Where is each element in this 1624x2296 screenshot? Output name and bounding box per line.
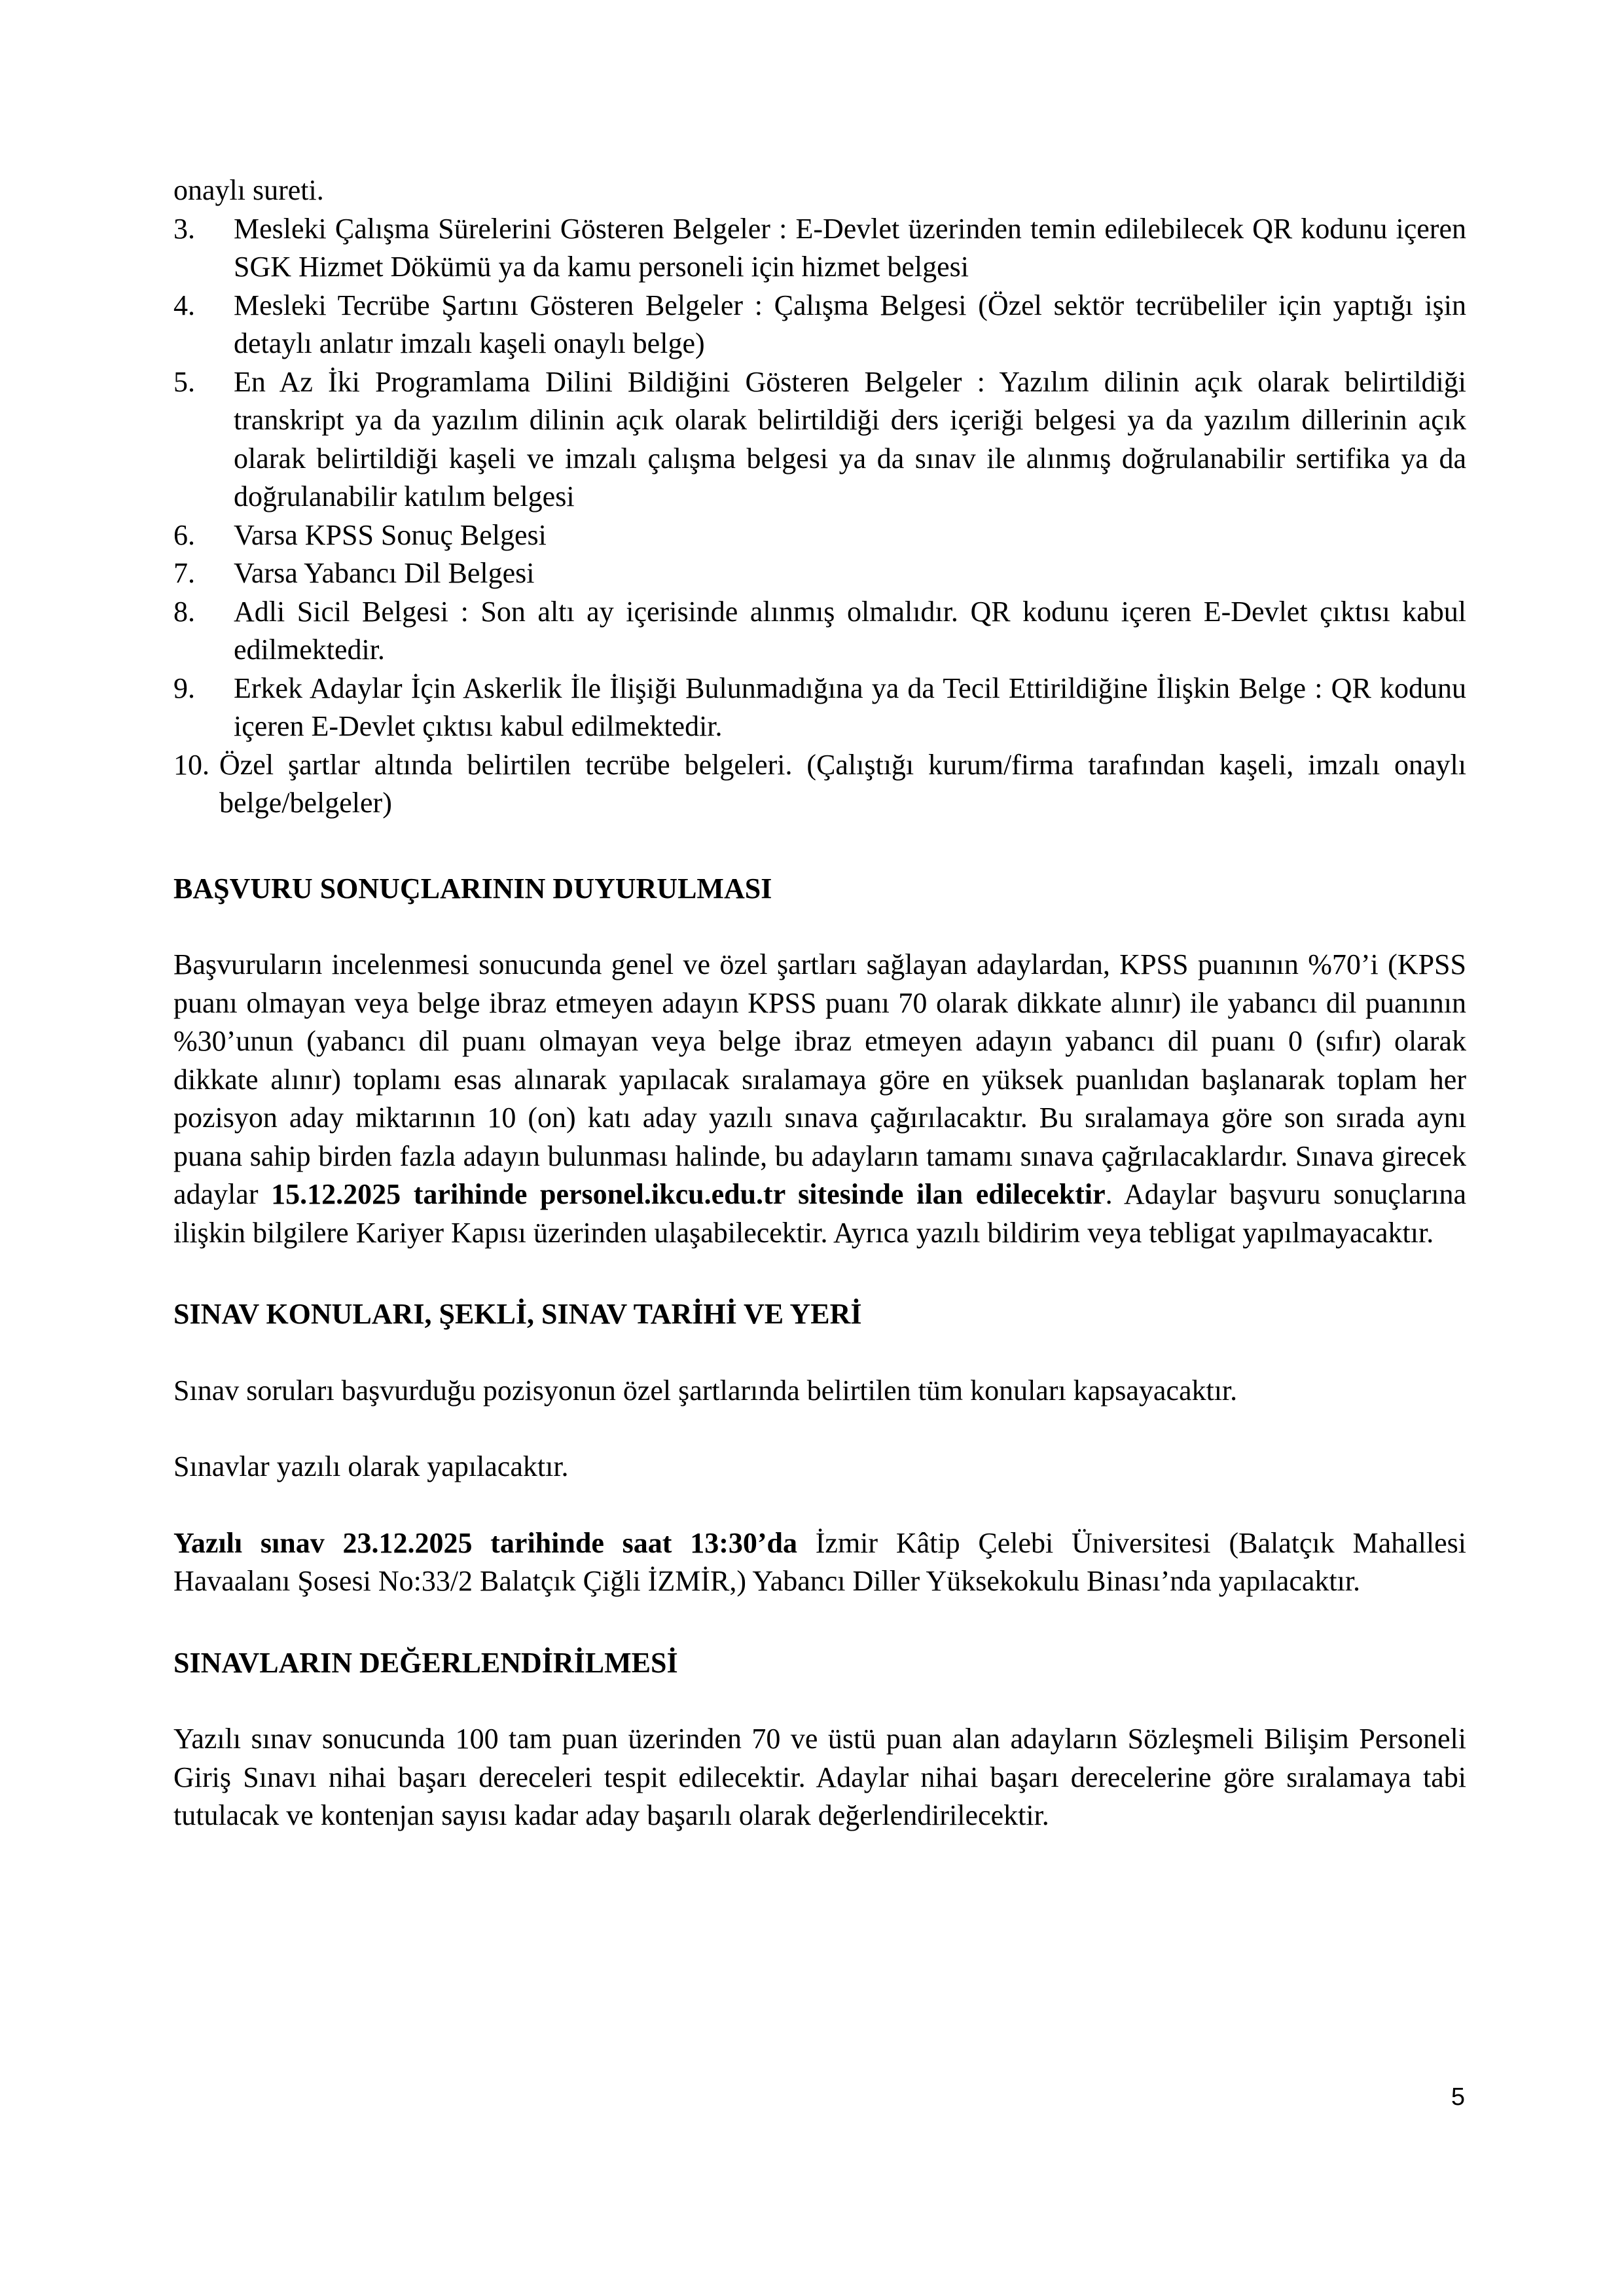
list-item-marker: 9. — [173, 672, 195, 704]
required-documents-list — [173, 210, 1466, 823]
spacer — [173, 1682, 1466, 1720]
sinavlarin-degerlendirilmesi-paragraph: Yazılı sınav sonucunda 100 tam puan üzerinden 70 ve üstü puan alan adayların Sözleşmeli Bilişim Personeli Giriş Sınavı nihai başarı dereceleri tespit edilecektir. Adaylar nihai başarı derecelerine göre sıralamaya tabi tutulacak ve kontenjan sayısı kadar aday başarılı olarak değerlendirilecektir. — [173, 1723, 1466, 1831]
sinav-tarihi-yeri-paragraph — [173, 1524, 1466, 1601]
spacer — [173, 823, 1466, 870]
spacer — [173, 1410, 1466, 1448]
list-item — [173, 210, 1466, 287]
list-item-marker: 5. — [173, 365, 195, 398]
section-heading-basvuru-sonuclarinin-duyurulmasi: BAŞVURU SONUÇLARININ DUYURULMASI — [173, 872, 772, 905]
list-item-marker: 3. — [173, 212, 195, 245]
spacer — [173, 908, 1466, 946]
list-item-text: Varsa KPSS Sonuç Belgesi — [234, 518, 547, 551]
list-item — [173, 746, 1466, 823]
sinav-konulari-paragraph-1: Sınav soruları başvurduğu pozisyonun özel şartlarında belirtilen tüm konuları kapsayacaktır. — [173, 1374, 1238, 1407]
list-item — [173, 363, 1466, 516]
exam-datetime-bold: Yazılı sınav 23.12.2025 tarihinde saat 13:30’da — [173, 1526, 797, 1559]
list-item-text: En Az İki Programlama Dilini Bildiğini Gösteren Belgeler : Yazılım dilinin açık olarak belirtildiği transkript ya da yazılım dilinin açık olarak belirtildiği ders içeriği belgesi ya da yazılım dillerinin açık olarak belirtildiği kaşeli ve imzalı çalışma belgesi ya da sınav ile alınmış doğrulanabilir sertifika ya da doğrulanabilir katılım belgesi — [234, 365, 1466, 512]
spacer — [173, 1486, 1466, 1524]
paragraph-text-bold: 15.12.2025 tarihinde personel.ikcu.edu.tr sitesinde ilan edilecektir — [271, 1178, 1106, 1210]
paragraph-text-part-1: Başvuruların incelenmesi sonucunda genel ve özel şartları sağlayan adaylardan, KPSS puanının %70’i (KPSS puanı olmayan veya belge ibraz etmeyen adayın KPSS puanı 70 olarak dikkate alınır) ile yabancı dil puanının %30’unun (yabancı dil puanı olmayan veya belge ibraz etmeyen adayın yabancı dil puanı 0 (sıfır) olarak dikkate alınır) toplamı esas alınarak yapılacak sıralamaya göre en yüksek puanlıdan başlanarak toplam her pozisyon aday miktarının 10 (on) katı aday yazılı sınava çağırılacaktır. Bu sıralamaya göre son sırada aynı puana sahip birden fazla adayın bulunması halinde, bu adayların tamamı sınava çağrılacaklardır. Sınava girecek adaylar — [173, 948, 1466, 1210]
list-item-marker: 4. — [173, 289, 195, 321]
list-item-text: Varsa Yabancı Dil Belgesi — [234, 557, 535, 589]
section-heading-sinavlarin-degerlendirilmesi: SINAVLARIN DEĞERLENDİRİLMESİ — [173, 1646, 678, 1679]
list-item-marker: 6. — [173, 518, 195, 551]
spacer — [173, 1601, 1466, 1644]
list-item — [173, 593, 1466, 670]
spacer — [173, 1252, 1466, 1295]
list-item-text: Mesleki Tecrübe Şartını Gösteren Belgeler : Çalışma Belgesi (Özel sektör tecrübeliler için yaptığı işin detaylı anlatır imzalı kaşeli onaylı belge) — [234, 289, 1466, 359]
page-number: 5 — [1451, 2083, 1465, 2111]
list-item-text: Özel şartlar altında belirtilen tecrübe belgeleri. (Çalıştığı kurum/firma tarafından kaşeli, imzalı onaylı belge/belgeler) — [219, 748, 1466, 819]
list-item — [173, 554, 1466, 593]
list-item-text: Erkek Adaylar İçin Askerlik İle İlişiği Bulunmadığına ya da Tecil Ettirildiğine İlişkin Belge : QR kodunu içeren E-Devlet çıktısı kabul edilmektedir. — [234, 672, 1466, 742]
list-item — [173, 287, 1466, 363]
sinav-konulari-paragraph-2: Sınavlar yazılı olarak yapılacaktır. — [173, 1450, 569, 1482]
list-item-marker: 8. — [173, 595, 195, 628]
section-heading-sinav-konulari: SINAV KONULARI, ŞEKLİ, SINAV TARİHİ VE YERİ — [173, 1298, 862, 1330]
list-item-text: Adli Sicil Belgesi : Son altı ay içerisinde alınmış olmalıdır. QR kodunu içeren E-Devlet çıktısı kabul edilmektedir. — [234, 595, 1466, 666]
list-item-text: Mesleki Çalışma Sürelerini Gösteren Belgeler : E-Devlet üzerinden temin edilebilecek QR kodunu içeren SGK Hizmet Dökümü ya da kamu personeli için hizmet belgesi — [234, 212, 1466, 283]
continuation-line: onaylı sureti. — [173, 174, 324, 206]
list-item-marker: 7. — [173, 557, 195, 589]
spacer — [173, 1334, 1466, 1372]
list-item — [173, 670, 1466, 746]
list-item — [173, 516, 1466, 555]
paragraph-text-part-2: . Adaylar başvuru sonuçlarına ilişkin bilgilere Kariyer Kapısı üzerinden ulaşabilecektir. Ayrıca yazılı bildirim veya tebligat yapılmayacaktır. — [173, 1178, 1466, 1249]
page-content — [173, 171, 1466, 1835]
section-paragraph-basvuru-sonuclari — [173, 946, 1466, 1252]
exam-location-text: İzmir Kâtip Çelebi Üniversitesi (Balatçık Mahallesi Havaalanı Şosesi No:33/2 Balatçık Çiğli İZMİR,) Yabancı Diller Yüksekokulu Binası’nda yapılacaktır. — [173, 1526, 1466, 1597]
list-item-marker: 10. — [173, 748, 209, 781]
